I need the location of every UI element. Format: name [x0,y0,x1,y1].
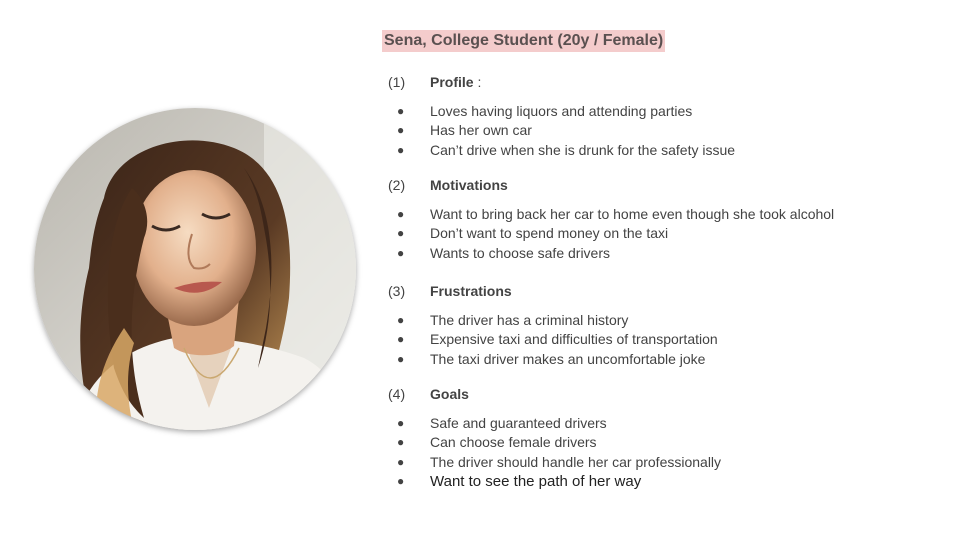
section-number: (3) [388,283,406,299]
list-item-text: Can choose female drivers [430,434,597,451]
bullet-icon: ● [397,454,405,469]
list-item-text: Don’t want to spend money on the taxi [430,225,669,242]
bullet-icon: ● [397,142,405,157]
bullet-icon: ● [397,245,405,260]
list-item-text: The taxi driver makes an uncomfortable joke [430,350,706,367]
bullet-icon: ● [397,332,405,347]
bullet-icon: ● [397,474,405,489]
persona-title: Sena, College Student (20y / Female) [382,30,665,52]
section-number: (2) [388,177,406,193]
list-item-text: Want to see the path of her way [430,473,642,491]
section-label-suffix: : [473,74,482,90]
list-item-text: Has her own car [430,122,532,139]
list-item-text: Wants to choose safe drivers [430,244,611,261]
list-item-text: Loves having liquors and attending parties [430,103,693,119]
list-item-text: The driver should handle her car professionally [430,453,722,470]
section-label [430,72,481,92]
bullet-icon: ● [397,123,405,138]
list-item-text: Expensive taxi and difficulties of transportation [430,331,718,348]
persona-portrait [34,108,356,430]
bullet-icon: ● [397,435,405,450]
list-item-text: Can’t drive when she is drunk for the safety issue [430,141,736,158]
section-label: Frustrations [430,283,512,299]
bullet-icon: ● [397,226,405,241]
section-label: Motivations [430,177,508,193]
bullet-icon: ● [397,416,405,430]
bullet-icon: ● [397,104,405,118]
section-label-text: Profile [430,74,474,90]
section-number: (1) [388,74,406,90]
bullet-icon: ● [397,351,405,366]
section-number: (4) [388,386,406,402]
bullet-icon: ● [397,207,405,221]
woman-portrait-image [34,108,356,430]
list-item-text: The driver has a criminal history [430,312,629,328]
bullet-icon: ● [397,313,405,327]
list-item-text: Want to bring back her car to home even though she took alcohol [430,206,835,222]
section-label: Goals [430,386,469,402]
list-item-text: Safe and guaranteed drivers [430,415,607,431]
